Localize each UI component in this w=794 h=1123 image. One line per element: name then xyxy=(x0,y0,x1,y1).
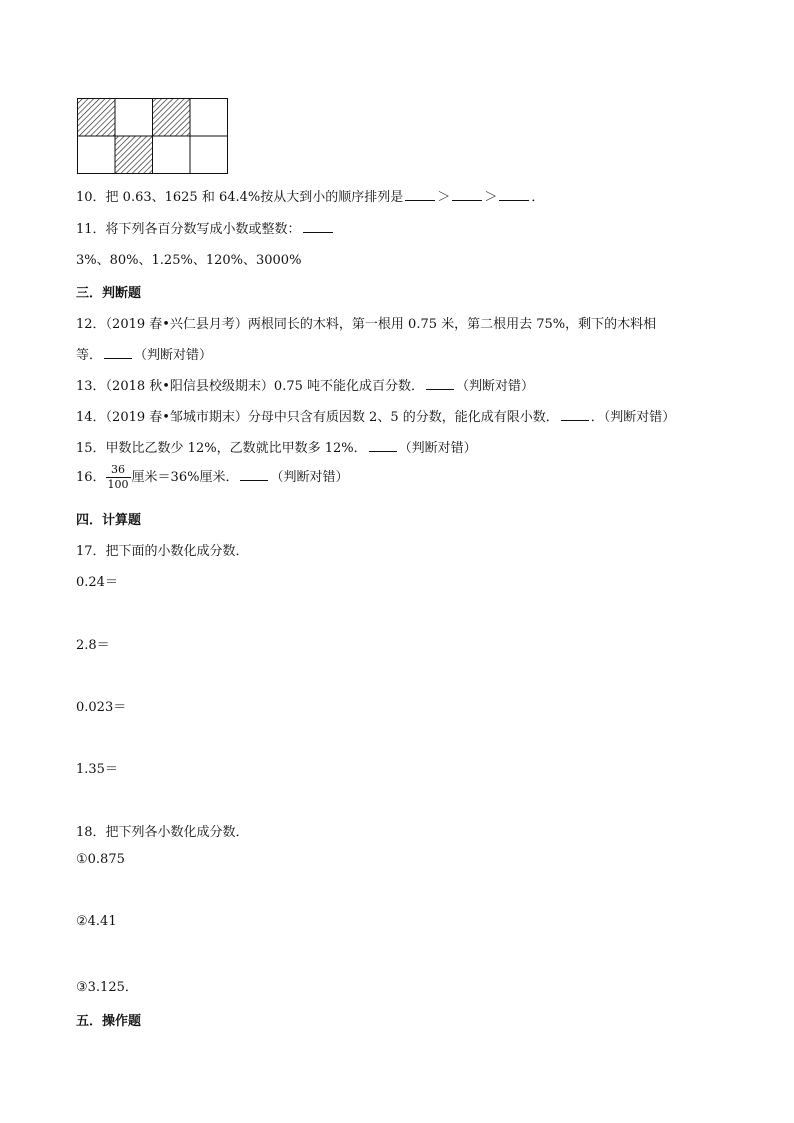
question-17: 17．把下面的小数化成分数． xyxy=(76,544,249,559)
section-heading-calculation: 四．计算题 xyxy=(76,513,142,528)
q17-item: 1.35＝ xyxy=(76,762,118,777)
question-14: 14．（2019 春•邹城市期末）分母中只含有质因数 2、5 的分数，能化成有限小数． ．（判断对错） xyxy=(76,410,676,425)
section-heading-judgement: 三．判断题 xyxy=(76,286,142,301)
question-11-values: 3%、80%、1.25%、120%、3000% xyxy=(76,253,302,268)
answer-blank[interactable] xyxy=(499,199,529,201)
empty-cell xyxy=(115,99,153,137)
question-10: 10．把 0.63、1625 和 64.4%按从大到小的顺序排列是 ＞ ＞ ． xyxy=(76,190,545,205)
q18-item: ②4.41 xyxy=(76,914,117,929)
section-heading-operation: 五．操作题 xyxy=(76,1014,142,1029)
empty-cell xyxy=(190,136,228,174)
fraction-grid xyxy=(77,98,229,178)
answer-blank[interactable] xyxy=(405,199,435,201)
shaded-cell xyxy=(115,136,153,174)
q17-item: 0.24＝ xyxy=(76,575,118,590)
answer-blank[interactable] xyxy=(369,450,397,452)
q17-item: 0.023＝ xyxy=(76,700,127,715)
empty-cell xyxy=(78,136,116,174)
answer-blank[interactable] xyxy=(303,231,333,233)
q17-item: 2.8＝ xyxy=(76,638,110,653)
q18-item: ③3.125． xyxy=(76,980,138,995)
empty-cell xyxy=(153,136,191,174)
answer-blank[interactable] xyxy=(426,388,454,390)
empty-cell xyxy=(190,99,228,137)
grid-figure xyxy=(77,98,229,174)
answer-blank[interactable] xyxy=(104,357,132,359)
question-11: 11．将下列各百分数写成小数或整数： xyxy=(76,218,335,237)
answer-blank[interactable] xyxy=(452,199,482,201)
shaded-cell xyxy=(153,99,191,137)
question-12-line2: 等． （判断对错） xyxy=(76,348,213,363)
shaded-cell xyxy=(78,99,116,137)
q18-item: ①0.875 xyxy=(76,852,125,867)
question-13: 13．（2018 秋•阳信县校级期末）0.75 吨不能化成百分数． （判断对错） xyxy=(76,379,535,394)
fraction: $\frac{36}{100}$ xyxy=(107,463,129,491)
answer-blank[interactable] xyxy=(240,479,268,481)
question-12-line1: 12．（2019 春•兴仁县月考）两根同长的木料，第一根用 0.75 米，第二根用去 75%，剩下的木料相 xyxy=(76,317,657,332)
question-16: 16． $\frac{36}{100}$ 厘米＝36%厘米． （判断对错） xyxy=(76,463,349,491)
question-15: 15．甲数比乙数少 12%，乙数就比甲数多 12%． （判断对错） xyxy=(76,441,477,456)
question-18: 18．把下列各小数化成分数． xyxy=(76,825,249,840)
answer-blank[interactable] xyxy=(561,419,589,421)
